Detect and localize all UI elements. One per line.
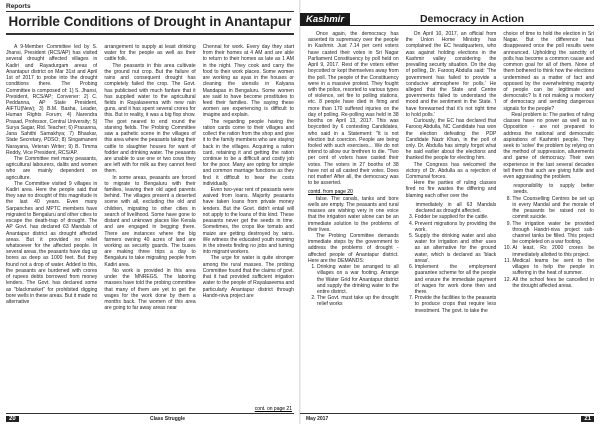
article-columns	[6, 44, 294, 410]
column-1	[308, 31, 399, 410]
list-item: 6. Implement the employment guarantee scheme for all the people and ensure the immediate payment of wages for work done then and there.	[415, 264, 497, 295]
paragraph: A 9-Member Committee led by S. Jhansi, President (RCS/AP) has visited several drought affected villages in Kadiri and Rayadurgam areas of Anantapur district on Mar 31st and April 1st of 2017 to probe into the drought conditions there. The Probing Committee is composed of: 1) S. Jhansi, President, RCS/AP; Convener: 2) C. Peddanna, AP State President, AIFTU(New); 3) B.M. Basha, Leader, Human Rights Forum; 4) Narendra Prasad, Professor, Central University; 5) Surya Sagar, Rtd. Teacher; 6) Prasanna, Jana Sahithi Samakhya; 7) Bhaskar, State Secretary, PDSO; 8) Singamaneni Narayana, Veteran Writer; 9) B. Timma Reddy, Vice President, RCS/AP.	[6, 44, 98, 156]
publication-name: Class Struggle	[150, 416, 186, 422]
demands-list	[406, 214, 497, 314]
paragraph: The Probing Committee demands immediate steps by the government to address the problems of drought - affected people of Anantapur district. Here are the DEMANDS:	[308, 233, 399, 264]
paragraph: Curiously, the EC has declared that Farooq Abdulla, NC Candidate has won the election defeating the PDP Candidate Nazir Khan, in the poll of only. Dr. Abdulla has simply forgot what he said earlier about the elections and thanked the people for electing him.	[405, 118, 497, 162]
page-number: 20	[6, 416, 19, 422]
page-number: 21	[581, 416, 594, 422]
list-item: 2. The Govt. must take up the drought relief works	[317, 295, 399, 307]
footer-rule	[300, 413, 594, 414]
paragraph: Chennai for work. Every day they start from their homes at 4 AM and are able to return to their homes as late as 1 AM in the night. They cook and carry the food to their work places. Some women are working as ayas in the houses or cleaning the utensils in Kalyana Mandapas in Bengaluru. Some women are said to have become prostitutes to feed their families. The saying these women are experiencing is difficult to imagine and explain.	[202, 44, 294, 119]
paragraph: Once again, the democracy has asserted its supremacy over the people in Kashmir. Just 7.14 per cent voters have casted their votes in Sri Nagar Parliament Constituency by poll held on April 9, 2017. Rest of the voters either boycotted or kept themselves away from the poll. The people of the Constituency were in a massive protest. They fought with the police, resorted to various types of violence, set fire to polling stations, etc. 8 people have died in firing and more than 170 suffered injuries on the day of polling. Re-polling was held in 38 booths on April 13, 2017. This was boycotted by 6 contesting Candidates, who said in a Statement: "It is not election but coercion. People are being fooled with such exercises... We do not intend to allow our brethren to die. "Two per cent of voters have casted their votes. The voters in 27 booths of 38 have not at all casted their votes. Does not matter! After all, the democracy was to be asserted.	[308, 31, 399, 187]
paragraph: The regarding people having the ration cards come to their villages and collect the ration from the shop and give it to the family members who are staying back in the villages. Acquiring a ration card, retaining it and getting the ration continue to be a difficult and costly job for the poor. Many are opting for simple and common marriage functions as they find it difficult to bear the costs individually.	[202, 118, 294, 187]
column-1	[6, 44, 97, 410]
section-label: Reports	[6, 3, 31, 10]
paragraph: The urge for water is quite stronger among the rural masses. The probing Committee found that the claims of govt. that it had provided sufficient irrigation water to the people of Rayalaseema and particularly Anantapur district through Handri-niva project are	[202, 255, 294, 299]
column-3	[503, 31, 594, 410]
headline-rule	[6, 33, 294, 35]
paragraph: arrangement to supply at least drinking water for the people as well as their cattle folk.	[104, 44, 196, 63]
list-item: 12. All the school fees be cancelled in the drought affected areas.	[512, 277, 594, 289]
continued-block	[308, 189, 399, 307]
section-rule	[6, 11, 294, 12]
demands-list	[308, 264, 399, 308]
list-item: 4. Prevent migrations by providing the work.	[415, 221, 497, 233]
paragraph: The peasants in this area cultivate the ground nut crop. But the failure of rains and consequent drought has completely failed the crop. The Govt. has publicised with much fanfare that it has supplied water to the agricultural fields in Rayalaseema with new rain guns, and it has spent several crores for this. But in reality, it was a big flop show. The govt neared to end round the starving fields. The Probing Committee saw a pathetic scene in the villages of this area where the peasants taking their cattle to slaughter houses for want of fodder and drinking water. The peasants are unable to use one or two cows they are left with for milk as they cannot feed them.	[104, 62, 196, 175]
paragraph: The Committee met many peasants, agricultural labourers, dalits and women who are mainly dependent on agriculture.	[6, 155, 98, 181]
article-headline: Horrible Conditions of Drought in Anantapur	[8, 14, 292, 29]
list-item: 3. Fodder be supplied for the cattle.	[415, 214, 497, 220]
list-item: 1. Drinking water be arranged to all villages on a war footing. Arrange the Water Grid for Anantapur district and supply the drinking water to the entire district.	[317, 264, 399, 295]
right-page	[300, 0, 600, 424]
list-item: 8. The Counselling Centres be set up in every Mandal and the morale of the peasants be raised not to commit suicide.	[512, 196, 594, 221]
column-3	[203, 44, 294, 410]
list-item: 5. Supply the drinking water and also water for irrigation and other uses as an alternative for the ground water, which is declared as 'black areas'.	[415, 233, 497, 264]
paragraph: responsibility to supply better seeds.	[513, 183, 595, 196]
list-item: 11. Medical teams be sent to the villages to help the people in suffering in the heat of summer.	[512, 258, 594, 277]
continued-link[interactable]: contd. from page 20	[308, 189, 353, 196]
paragraph: Real problem is: The parties of ruling classes have no power as well as in Opposition - are not prepared to address the national and democratic aspirations of Kashmiri people. They seek to 'solve' the problem by relying on the method of suppression, allurements and game of democracy. Their own experience in the last several decades tell them that such are giving futile and even aggravating the problem.	[503, 111, 595, 181]
paragraph: immediately in all 63 Mandals declared as drought affected.	[415, 201, 497, 215]
footer-rule	[6, 413, 294, 414]
paragraph: On April 10, 2017, an official from the Union Home Ministry has complained the EC headquarters, who was against holding elections in the Kashmir valley considering the prevailing security situation. On the day of polling, Dr. Farooq Abdulla said: 'The government has failed to provide a conducive atmosphere for polls.' He alleged that the State and Centre governments failed to understand the mood and the sentiment in the State. 'I have forewarned that it's not right time to hold polls.'	[405, 31, 497, 118]
paragraph: The Committee visited 9 villages in Kadiri area. Here the people said that they saw no drought of this magnitude in the last 40 years. Even many Sarpanches and MPTC members have migrated to Bengaluru and other cities to escape the death-trap of drought. The AP Govt. has declared 63 Mandals of Anantapur district as drought affected areas. But it provided no relief whatsoever for the affected people. In several areas, the peasants have dug up bores as deep as 1000 feet. But they found not a drop of water. Added to this, the peasants are burdened with crores of rupees debts borrowed from money lenders. The Govt. has declared some as "blackmarket" for prohibited digging bore wells in these areas. But it made no alternative	[6, 180, 98, 305]
paragraph: Even two-year rent of peasants were waived from loans. Majority peasants have taken loans from private money lenders. But the Govt. didn't entail will not apply to the loans of this kind. These peasants never get the seeds in time. Sometimes, the crops like tomato and maize are getting destroyed by rains. We witness the educated youth roaming in the streets finding no jobs and turning into migrant workers.	[202, 187, 294, 256]
article-columns	[308, 31, 594, 410]
paragraph: false. The canals, tanks and bore wells are empty. The peasants and rural masses are wishing very in one voice that the irrigation water alone can be an immediate solution to the problems of their lives.	[308, 195, 399, 233]
paragraph: The Congress has welcomed the victory of Dr. Abdulla as a rejection of Communal forces.	[405, 161, 497, 181]
paragraph: In some areas, peasants are forced to migrate to Bengaluru with their families, leaving their old aged parents behind. The villages present a deserted scene with all, excluding the old and children, migrating to other cities in search of livelihood. Some have gone to distant and unknown places like Kerala and are engaged in begging there. There are instances where the big farmers owning 40 acres of land are working as security guards. The buses are making three trips a day to Bengaluru to take migrating people from Kadiri area.	[104, 174, 196, 268]
paragraph: Here the parties of ruling classes fired no fire wastes the differing and blaming each other over the	[405, 180, 497, 199]
paragraph: choice of time to hold the election in Sri Nagar. But the difference has disappeared once the poll results were announced. Upholding the sanctity of polls has become a common cause and common goal for all of them. None of them bothered to think how the elections undermined as a matter of fact and opposed by the overwhelming majority of people can be legitimate and democratic? Is it not making a mockery of democracy and sending dangerous signals for the people?	[503, 31, 595, 112]
list-item: 10. At least, Rs 2000 crores be immediately allotted to this project.	[512, 245, 594, 257]
list-item: 7. Provide the facilities to the peasants to produce crops that require less investment. The govt. to take the	[415, 295, 497, 314]
column-2	[104, 44, 195, 410]
article-header	[300, 13, 594, 26]
continued-link[interactable]: cont. on page 21	[254, 406, 292, 412]
demands-list	[503, 196, 594, 289]
publication-date: May 2017	[306, 416, 329, 422]
column-2	[406, 31, 497, 410]
section-kicker: Kashmir	[300, 13, 350, 26]
demands-continued	[503, 183, 594, 289]
article-headline: Democracy in Action	[350, 13, 594, 26]
list-item: 9. The irrigation water be provided through Handri-niva project sub-channel tanks be filled. This project be completed on a war footing.	[512, 221, 594, 246]
paragraph: No work is provided in this area under the MNREGS. The laboring masses have told the probing committee that many of them are yet to get the wages for the work done by them a months back. The women of this area are going to far away areas near	[104, 267, 196, 312]
